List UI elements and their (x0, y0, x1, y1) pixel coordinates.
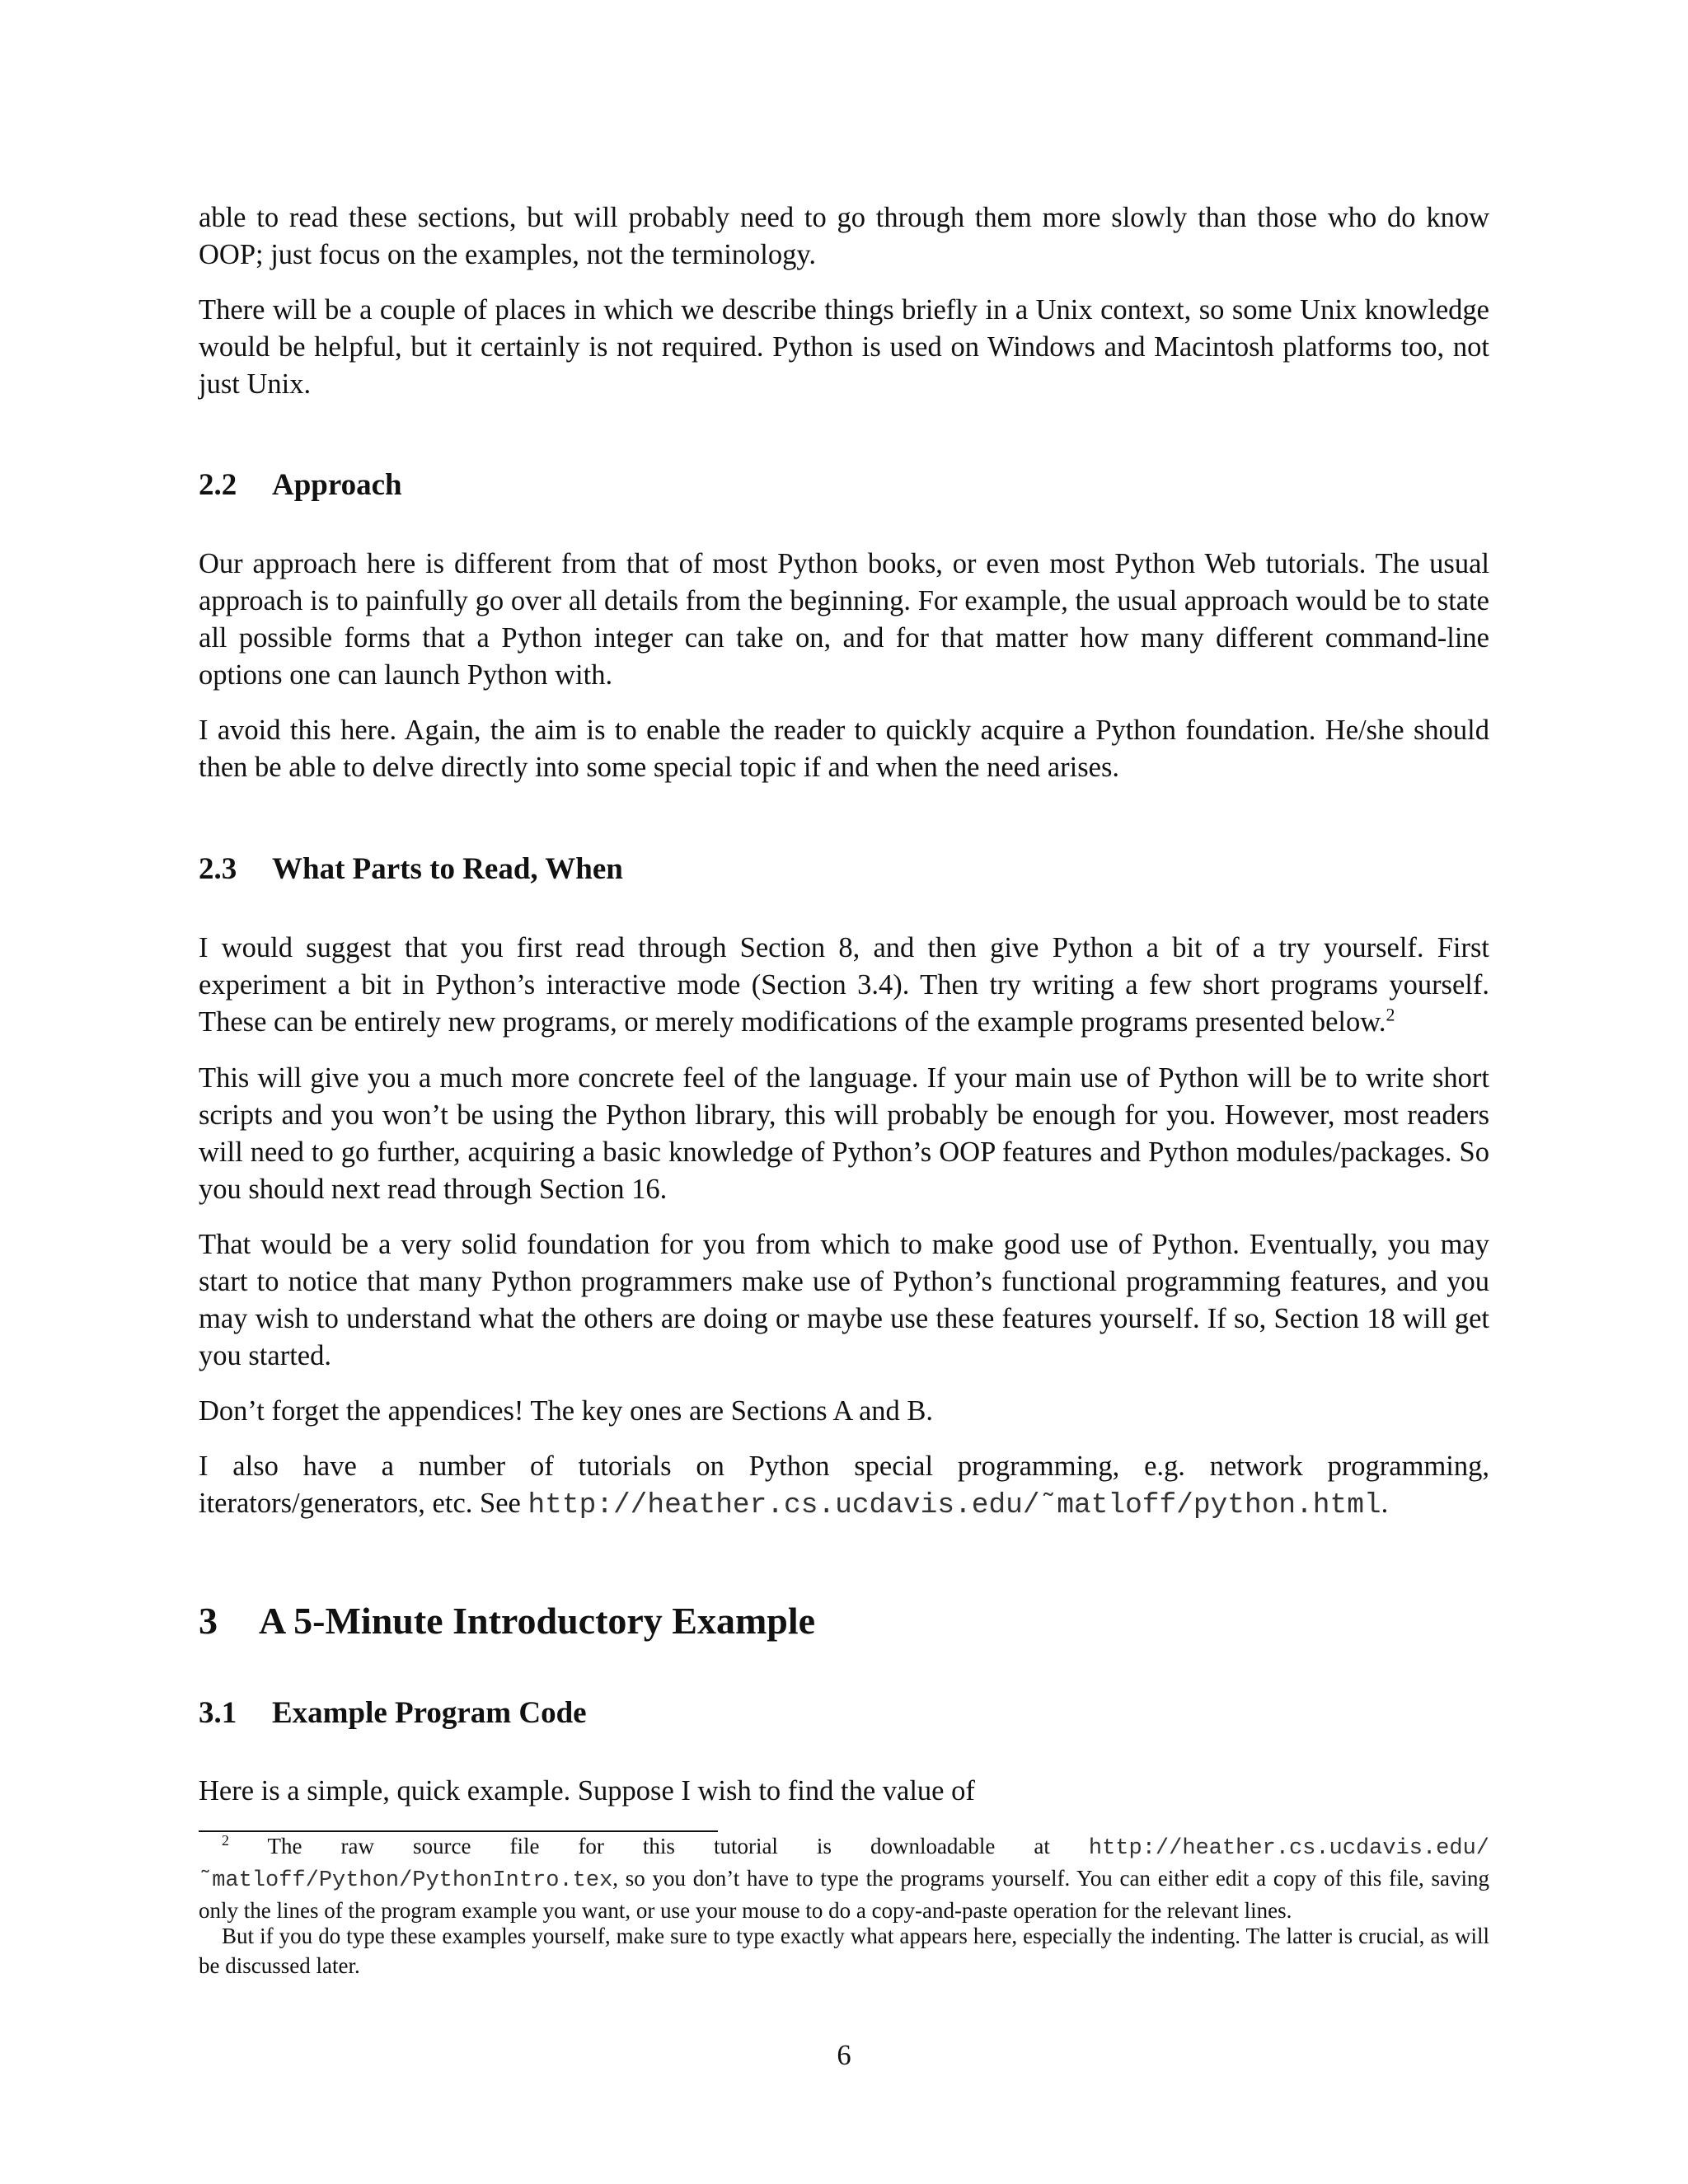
section-number: 2.2 (199, 468, 237, 502)
section-heading-3-1 (199, 1694, 587, 1732)
section-number: 2.3 (199, 852, 237, 886)
section-heading-2-2 (199, 466, 402, 504)
footnote-text-continued: , so you don’t have to type the programs yourself. You can either edit a copy of this file, saving only the lines of the program example you want, or use your mouse to do a copy-and-paste operation for the relevant lines. (199, 1866, 1489, 1923)
document-page (199, 0, 1489, 2184)
paragraph-intro-1: able to read these sections, but will probably need to go through them more slowly than those who do know OOP; just focus on the examples, not the terminology. (199, 202, 1489, 270)
paragraph-read-2: This will give you a much more concrete feel of the language. If your main use of Python will be to write short scripts and you won’t be using the Python library, this will probably be enough for you. However, most readers will need to go further, acquiring a basic knowledge of Python’s OOP features and Python modules/packages. So you should next read through Section 16. (199, 1062, 1489, 1205)
paragraph-example-1: Here is a simple, quick example. Suppose I wish to find the value of (199, 1775, 975, 1807)
footnote-number: 2 (222, 1832, 229, 1849)
section-title: A 5-Minute Introductory Example (259, 1600, 816, 1642)
section-number: 3 (199, 1600, 218, 1642)
paragraph-read-1 (199, 930, 1489, 1041)
footnote-text: The raw source file for this tutorial is downloadable at (229, 1834, 1089, 1858)
paragraph-intro-2: There will be a couple of places in which we describe things briefly in a Unix context, so some Unix knowledge would be helpful, but it certainly is not required. Python is used on Windows and Macintosh platforms too, not just Unix. (199, 294, 1489, 400)
page-number: 6 (837, 2040, 851, 2071)
paragraph-text: I also have a number of tutorials on Python special programming, e.g. network programming, iterators/generators, etc. See (199, 1451, 1489, 1519)
section-number: 3.1 (199, 1696, 237, 1730)
tutorials-link[interactable]: http://heather.cs.ucdavis.edu/˜matloff/python.html (528, 1489, 1381, 1521)
footnote-marker[interactable]: 2 (1386, 1004, 1395, 1025)
paragraph-text-end: . (1381, 1488, 1389, 1519)
paragraph-approach-2: I avoid this here. Again, the aim is to enable the reader to quickly acquire a Python foundation. He/she should then be able to delve directly into some special topic if and when the need arises. (199, 715, 1489, 783)
paragraph-text: I would suggest that you first read through Section 8, and then give Python a bit of a try yourself. First experiment a bit in Python’s interactive mode (Section 3.4). Then try writing a few short programs yourself. These can be entirely new programs, or merely modifications of the example programs presented below. (199, 932, 1489, 1038)
section-title: What Parts to Read, When (272, 852, 623, 886)
section-heading-2-3 (199, 851, 623, 888)
section-title: Example Program Code (272, 1696, 587, 1730)
paragraph-read-5 (199, 1448, 1489, 1524)
source-file-link[interactable]: http://heather.cs.ucdavis.edu/˜matloff/Python/PythonIntro.tex (199, 1836, 1489, 1893)
paragraph-read-4: Don’t forget the appendices! The key ones are Sections A and B. (199, 1395, 934, 1427)
paragraph-approach-1: Our approach here is different from that of most Python books, or even most Python Web tutorials. The usual approach is to painfully go over all details from the beginning. For example, the usual approach would be to state all possible forms that a Python integer can take on, and for that matter how many different command-line options one can launch Python with. (199, 548, 1489, 691)
footnote-2 (199, 1831, 1489, 1925)
paragraph-read-3: That would be a very solid foundation for you from which to make good use of Python. Eventually, you may start to notice that many Python programmers make use of Python’s functional programming features, and you may wish to understand what the others are doing or maybe use these features yourself. If so, Section 18 will get you started. (199, 1229, 1489, 1371)
footnote-2-paragraph-2: But if you do type these examples yourself, make sure to type exactly what appears here, especially the indenting. The latter is crucial, as will be discussed later. (199, 1924, 1489, 1978)
section-heading-3 (199, 1598, 815, 1644)
section-title: Approach (272, 468, 402, 502)
